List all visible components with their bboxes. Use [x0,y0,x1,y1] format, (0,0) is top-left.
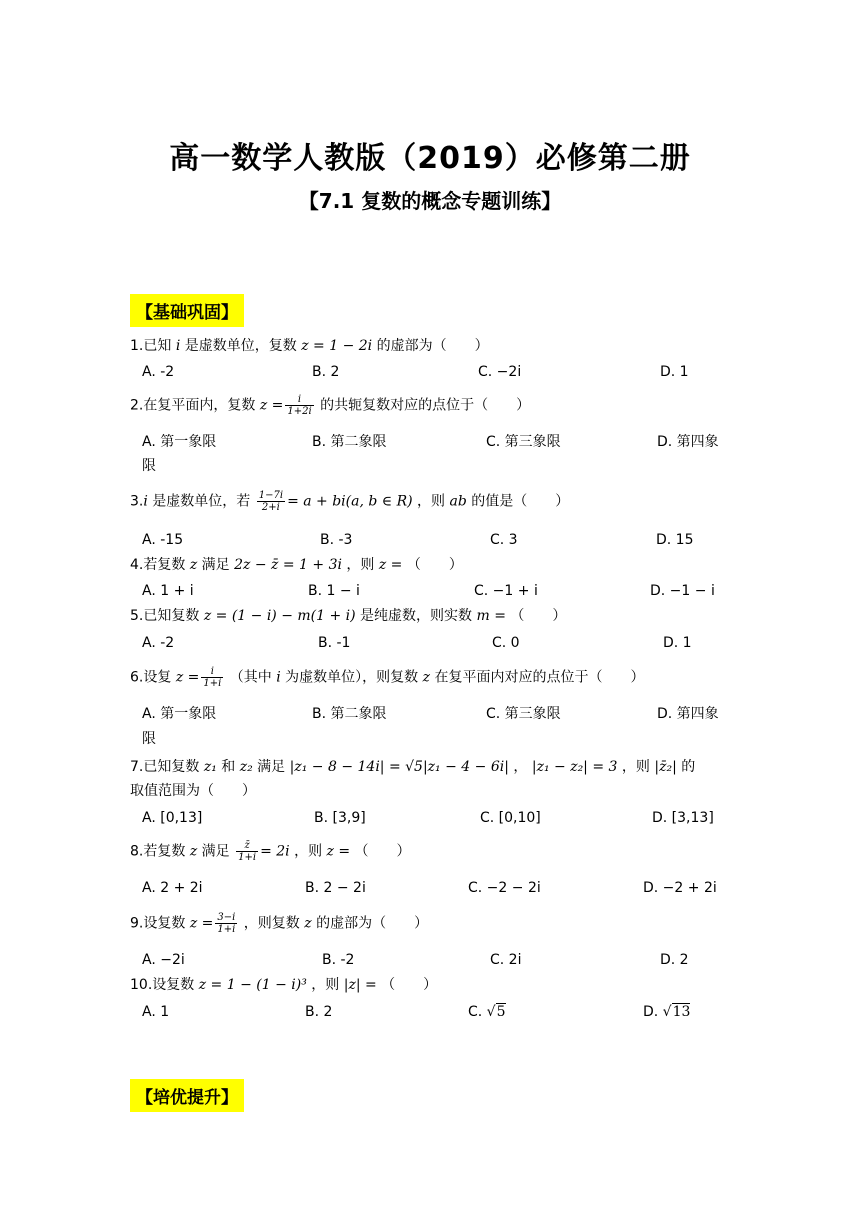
page-subtitle: 【7.1 复数的概念专题训练】 [298,189,562,213]
q10-option-a: A. 1 [142,1004,170,1020]
fraction: $\frac{z̄}{1+i}$ [238,840,257,863]
question-9: 9.设复数 z = $\frac{3-i}{1+i}$ ，则复数 z 的虚部为（ ） [130,912,429,935]
q2-option-d: D. 第四象 [657,434,719,450]
fraction: $\frac{i}{1+i}$ [203,666,222,689]
q6-option-d-continued: 限 [142,731,156,747]
q1-option-a: A. -2 [142,364,175,380]
question-8: 8.若复数 z 满足 $\frac{z̄}{1+i}$ = 2i ，则 z = （ ） [130,840,411,863]
section-heading-advanced: 【培优提升】 [130,1079,244,1112]
q7-option-a: A. [0,13] [142,810,203,826]
q10-option-d: D. √13 [643,1004,691,1020]
q1-option-c: C. −2i [478,364,522,380]
question-3: 3.i 是虚数单位，若 $\frac{1-7i}{2+i}$ = a + bi(a, b ∈ R) ，则 ab 的值是（ ） [130,490,570,513]
q9-option-c: C. 2i [490,952,522,968]
page-title: 高一数学人教版（2019）必修第二册 [169,141,691,176]
q5-option-a: A. -2 [142,635,175,651]
fraction: $\frac{1-7i}{2+i}$ [258,490,284,513]
q6-option-c: C. 第三象限 [486,706,561,722]
q1-option-d: D. 1 [660,364,689,380]
q5-option-c: C. 0 [492,635,520,651]
q8-option-d: D. −2 + 2i [643,880,717,896]
q5-option-d: D. 1 [663,635,692,651]
q4-option-d: D. −1 − i [650,583,715,599]
q6-option-a: A. 第一象限 [142,706,217,722]
fraction: $\frac{3-i}{1+i}$ [217,912,236,935]
q8-option-c: C. −2 − 2i [468,880,541,896]
q9-option-b: B. -2 [322,952,355,968]
question-2: 2.在复平面内，复数 z = $\frac{i}{1+2i}$ 的共轭复数对应的点位于（ ） [130,394,531,417]
q4-option-a: A. 1 + i [142,583,194,599]
q3-option-a: A. -15 [142,532,184,548]
q4-option-c: C. −1 + i [474,583,538,599]
question-7-line-2: 取值范围为（ ） [130,783,256,799]
q2-option-d-continued: 限 [142,458,156,474]
question-10: 10.设复数 z = 1 − (1 − i)³ ，则 |z| = （ ） [130,977,438,993]
q3-option-b: B. -3 [320,532,353,548]
fraction: $\frac{i}{1+2i}$ [287,394,312,417]
q7-option-b: B. [3,9] [314,810,366,826]
q9-option-d: D. 2 [660,952,689,968]
question-1: 1.已知 i 是虚数单位，复数 z = 1 − 2i 的虚部为（ ） [130,338,489,354]
q6-option-b: B. 第二象限 [312,706,387,722]
q5-option-b: B. -1 [318,635,351,651]
q10-option-b: B. 2 [305,1004,333,1020]
section-heading-basic: 【基础巩固】 [130,294,244,327]
q9-option-a: A. −2i [142,952,185,968]
q3-option-c: C. 3 [490,532,518,548]
q2-option-c: C. 第三象限 [486,434,561,450]
q10-option-c: C. √5 [468,1004,506,1020]
question-4: 4.若复数 z 满足 2z − z̄ = 1 + 3i ，则 z = （ ） [130,557,463,573]
question-7: 7.已知复数 z₁ 和 z₂ 满足 |z₁ − 8 − 14i| = √5|z₁ − 4 − 6i| ， |z₁ − z₂| = 3 ，则 |z̄₂| 的 [130,759,696,775]
question-6: 6.设复 z = $\frac{i}{1+i}$ （其中 i 为虚数单位），则复数 z 在复平面内对应的点位于（ ） [130,666,645,689]
q1-option-b: B. 2 [312,364,340,380]
q8-option-a: A. 2 + 2i [142,880,203,896]
q4-option-b: B. 1 − i [308,583,360,599]
q2-option-a: A. 第一象限 [142,434,217,450]
q6-option-d: D. 第四象 [657,706,719,722]
question-5: 5.已知复数 z = (1 − i) − m(1 + i) 是纯虚数，则实数 m = （ ） [130,608,567,624]
q2-option-b: B. 第二象限 [312,434,387,450]
q8-option-b: B. 2 − 2i [305,880,366,896]
q3-option-d: D. 15 [656,532,694,548]
q7-option-c: C. [0,10] [480,810,541,826]
q7-option-d: D. [3,13] [652,810,714,826]
